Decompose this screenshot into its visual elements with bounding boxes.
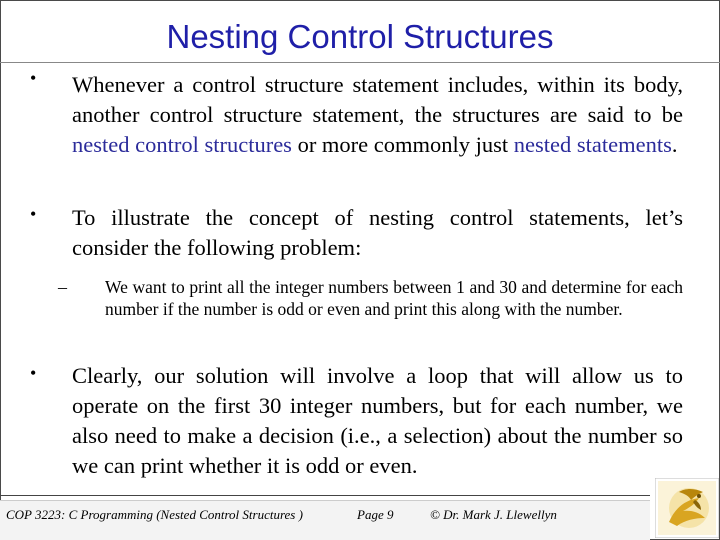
sub-bullet-marker: –	[58, 277, 67, 297]
bullet-3-text: Clearly, our solution will involve a loop that will allow us to operate on the first 30 integer numbers, but for each number, we also need to make a decision (i.e., a selection) about the number so we can print whether it is odd or even.	[72, 363, 683, 478]
sub-bullet-text: We want to print all the integer numbers between 1 and 30 and determine for each number if the number is odd or even and print this along with the number.	[105, 277, 683, 319]
footer-divider	[0, 495, 650, 496]
footer-author: © Dr. Mark J. Llewellyn	[430, 507, 557, 522]
slide-footer	[0, 490, 720, 540]
bullet-1-part-3: or more commonly just	[291, 132, 514, 157]
title-divider	[0, 62, 720, 63]
bullet-1-part-5: .	[671, 132, 678, 157]
bullet-marker: •	[30, 68, 37, 88]
slide-title: Nesting Control Structures	[166, 18, 554, 55]
term-nested-statements: nested statements	[513, 132, 672, 157]
bullet-marker: •	[30, 363, 37, 383]
footer-page: Page 9	[357, 507, 394, 522]
footer-course: COP 3223: C Programming (Nested Control Structures )	[6, 507, 303, 522]
term-nested-control-structures: nested control structures	[72, 132, 292, 157]
pegasus-logo-icon	[655, 478, 719, 538]
bullet-1-part-1: Whenever a control structure statement includes, within its body, another control structure statement, the structures are said to be	[72, 72, 683, 127]
bullet-2-text: To illustrate the concept of nesting control statements, let’s consider the following problem:	[72, 205, 683, 260]
bullet-marker: •	[30, 204, 37, 224]
bullet-1-text	[72, 70, 683, 160]
